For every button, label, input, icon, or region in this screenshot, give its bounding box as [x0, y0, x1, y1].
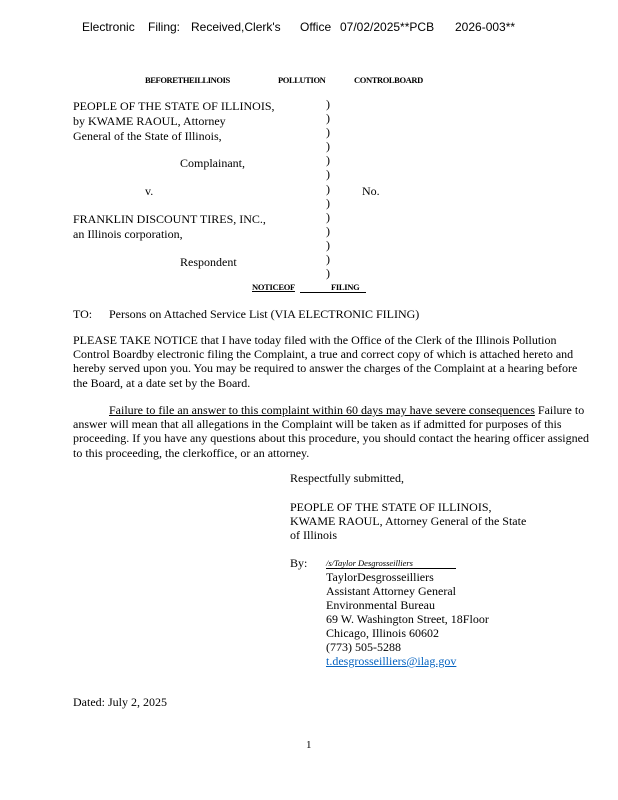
failure-warning: Failure to file an answer to this complaint within 60 days may have severe consequences	[109, 403, 535, 417]
board-control: CONTROLBOARD	[354, 75, 423, 85]
notice-paragraph: PLEASE TAKE NOTICE that I have today filed with the Office of the Clerk of the Illinois Pollution Control Boardby electronic filing the Complaint, a true and correct copy of which is attached hereto and hereby served upon you. You may be required to answer the charges of the Complaint at a hearing before the Board, at a date set by the Board.	[73, 333, 578, 390]
respondent-label: Respondent	[180, 255, 237, 269]
board-pollution: POLLUTION	[278, 75, 326, 85]
signature-of-illinois: of Illinois	[290, 528, 337, 542]
complainant-line2: by KWAME RAOUL, Attorney	[73, 114, 226, 128]
complainant-label	[180, 156, 245, 170]
header-office: Office	[300, 20, 332, 34]
complainant-line3: General of the State of Illinois,	[73, 129, 222, 143]
notice-of-text: NOTICEOF	[252, 282, 295, 292]
signature-people: PEOPLE OF THE STATE OF ILLINOIS,	[290, 500, 492, 514]
versus: v.	[145, 184, 154, 198]
signature-line	[326, 568, 456, 569]
signature-electronic: /s/Taylor Desgrosseilliers	[326, 558, 413, 568]
caption-parentheses: ) ) ) ) ) ) ) ) ) ) ) ) )	[326, 97, 330, 281]
case-no-label: No.	[362, 184, 380, 198]
attorney-name: TaylorDesgrosseilliers	[326, 570, 434, 584]
failure-paragraph	[73, 403, 593, 460]
attorney-city: Chicago, Illinois 60602	[326, 626, 439, 640]
header-filing: Filing:	[148, 20, 181, 34]
notice-title-notice-of	[252, 282, 295, 292]
attorney-street: 69 W. Washington Street, 18Floor	[326, 612, 489, 626]
failure-text: Failure to answer will mean that all allegations in the Complaint will be taken as if admitted for purposes of this proceeding. If you have any questions about this procedure, you should contact the hearing officer assigned to this proceeding, the clerkoffice, or an attorney.	[73, 403, 589, 460]
attorney-title: Assistant Attorney General	[326, 584, 456, 598]
header-case-number: 2026-003**	[455, 20, 516, 34]
respondent-line2: an Illinois corporation,	[73, 227, 183, 241]
respondent-line1: FRANKLIN DISCOUNT TIRES, INC.,	[73, 212, 266, 226]
header-received: Received,Clerk's	[191, 20, 281, 34]
to-text: Persons on Attached Service List (VIA ELECTRONIC FILING)	[109, 307, 420, 321]
complainant-comma: ,	[242, 156, 245, 170]
signature-kwame: KWAME RAOUL, Attorney General of the State	[290, 514, 527, 528]
header-date: 07/02/2025**PCB	[340, 20, 435, 34]
to-label: TO:	[73, 307, 93, 321]
complainant-line1: PEOPLE OF THE STATE OF ILLINOIS,	[73, 99, 275, 113]
page-number: 1	[306, 739, 312, 751]
header-electronic: Electronic	[82, 20, 135, 34]
complainant-label-text: Complainant	[180, 156, 242, 170]
notice-title-filing: FILING	[300, 282, 366, 293]
attorney-email-link[interactable]: t.desgrosseilliers@ilag.gov	[326, 654, 457, 668]
closing: Respectfully submitted,	[290, 471, 404, 485]
dated: Dated: July 2, 2025	[73, 695, 167, 709]
by-label: By:	[290, 556, 308, 570]
attorney-bureau: Environmental Bureau	[326, 598, 435, 612]
attorney-phone: (773) 505-5288	[326, 640, 401, 654]
board-before: BEFORETHEILLINOIS	[145, 75, 230, 85]
